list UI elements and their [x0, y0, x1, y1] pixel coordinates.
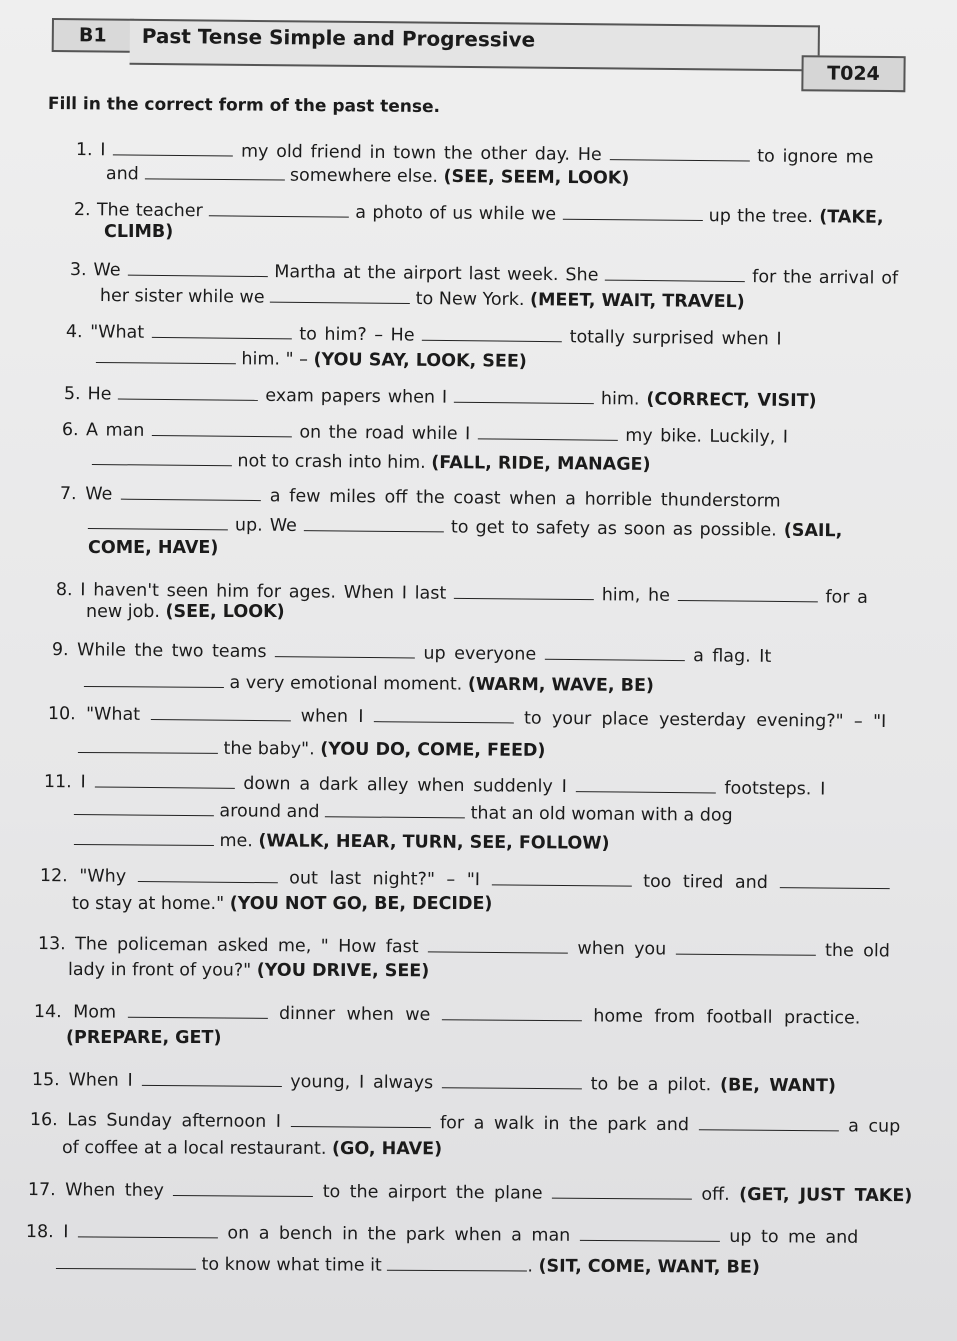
sentence-text: 17. When they: [27, 1180, 174, 1202]
sentence-text: the old: [815, 940, 890, 962]
answer-blank[interactable]: [562, 205, 702, 221]
answer-blank[interactable]: [478, 424, 618, 440]
exercise-line-q4b: [96, 348, 527, 371]
answer-blank[interactable]: [127, 1003, 267, 1019]
sentence-text: up to me and: [719, 1226, 859, 1248]
answer-blank[interactable]: [127, 261, 267, 277]
sentence-text: 9. While the two teams: [51, 640, 276, 663]
answer-blank[interactable]: [387, 1256, 527, 1272]
verb-hint: (YOU DRIVE, SEE): [256, 960, 430, 982]
sentence-text: too tired and: [631, 871, 780, 894]
sentence-text: to the airport the plane: [313, 1181, 553, 1204]
sentence-text: 5. He: [63, 384, 119, 405]
exercise-line-q14a: [34, 1002, 861, 1028]
sentence-text: 7. We: [59, 484, 122, 505]
worksheet-code: T024: [801, 55, 905, 92]
sentence-text: to be a pilot.: [581, 1074, 721, 1096]
sentence-text: a cup: [838, 1116, 901, 1137]
verb-hint: (GET, JUST TAKE): [739, 1184, 913, 1207]
answer-blank[interactable]: [209, 201, 349, 217]
answer-blank[interactable]: [442, 1005, 582, 1021]
instruction: Fill in the correct form of the past tense.: [47, 94, 441, 118]
sentence-text: the baby".: [217, 738, 321, 760]
answer-blank[interactable]: [605, 266, 745, 282]
verb-hint: (YOU DO, COME, FEED): [320, 739, 546, 761]
answer-blank[interactable]: [138, 867, 278, 883]
verb-hint: (YOU SAY, LOOK, SEE): [313, 349, 527, 372]
answer-blank[interactable]: [56, 1254, 196, 1270]
exercise-line-q11b: [74, 800, 733, 825]
answer-blank[interactable]: [152, 421, 292, 437]
sentence-text: him. " –: [235, 349, 314, 370]
answer-blank[interactable]: [88, 514, 228, 530]
verb-hint: (FALL, RIDE, MANAGE): [431, 452, 651, 475]
exercise-line-q12b: [72, 896, 492, 914]
answer-blank[interactable]: [576, 777, 716, 793]
verb-hint: COME, HAVE): [88, 538, 219, 558]
answer-blank[interactable]: [454, 584, 594, 600]
sentence-text: to ignore me: [749, 146, 874, 168]
sentence-text: somewhere else.: [284, 165, 444, 187]
sentence-text: and: [105, 164, 145, 185]
answer-blank[interactable]: [779, 873, 889, 889]
answer-blank[interactable]: [74, 800, 214, 816]
exercise-line-q14b: [66, 1030, 221, 1048]
answer-blank[interactable]: [275, 642, 415, 658]
sentence-text: up the tree.: [702, 206, 820, 228]
sentence-text: 14. Mom: [33, 1002, 128, 1023]
answer-blank[interactable]: [304, 516, 444, 532]
answer-blank[interactable]: [676, 940, 816, 956]
answer-blank[interactable]: [173, 1181, 313, 1197]
sentence-text: young, I always: [281, 1071, 442, 1094]
answer-blank[interactable]: [374, 707, 514, 723]
verb-hint: (WALK, HEAR, TURN, SEE, FOLLOW): [258, 831, 610, 854]
sentence-text: 8. I haven't seen him for ages. When I last: [55, 580, 455, 604]
verb-hint: (YOU NOT GO, BE, DECIDE): [229, 894, 493, 914]
sentence-text: exam papers when I: [258, 385, 455, 408]
sentence-text: for a walk in the park and: [430, 1113, 699, 1136]
verb-hint: (SAIL,: [783, 520, 843, 542]
sentence-text: to your place yesterday evening?" – "I: [513, 708, 887, 733]
sentence-text: on the road while I: [291, 422, 478, 445]
sentence-text: to get to safety as soon as possible.: [443, 517, 784, 541]
exercise-line-q15: [32, 1070, 836, 1096]
answer-blank[interactable]: [580, 1226, 720, 1242]
exercise-line-q10b: [78, 738, 546, 760]
sentence-text: 2. The teacher: [73, 200, 210, 222]
sentence-text: down a dark alley when suddenly I: [234, 773, 576, 798]
sentence-text: my bike. Luckily, I: [617, 425, 789, 448]
sentence-text: new job.: [86, 602, 166, 622]
sentence-text: not to crash into him.: [231, 451, 432, 473]
answer-blank[interactable]: [84, 672, 224, 688]
exercise-line-q9a: [52, 640, 772, 666]
sentence-text: a flag. It: [684, 646, 772, 667]
answer-blank[interactable]: [150, 705, 290, 721]
verb-hint: (CORRECT, VISIT): [646, 389, 817, 412]
answer-blank[interactable]: [270, 288, 410, 304]
exercise-line-q17: [28, 1180, 913, 1206]
exercise-line-q1a: [76, 140, 874, 167]
sentence-text: on a bench in the park when a man: [217, 1223, 580, 1246]
exercise-line-q16b: [62, 1140, 442, 1159]
answer-blank[interactable]: [113, 140, 233, 156]
sentence-text: dinner when we: [267, 1003, 442, 1026]
sentence-text: 10. "What: [47, 704, 151, 725]
sentence-text: to know what time it: [195, 1254, 388, 1276]
answer-blank[interactable]: [428, 937, 568, 953]
exercise-line-q9b: [84, 672, 654, 695]
verb-hint: (SIT, COME, WANT, BE): [538, 1256, 760, 1278]
level-badge: B1: [52, 18, 134, 53]
sentence-text: footsteps. I: [715, 778, 826, 800]
exercise-line-q13b: [68, 962, 429, 981]
sentence-text: to him? – He: [291, 324, 423, 346]
answer-blank[interactable]: [78, 1222, 218, 1238]
sentence-text: for the arrival of: [745, 267, 899, 289]
verb-hint: (BE, WANT): [719, 1075, 836, 1097]
exercise-line-q10a: [48, 704, 887, 732]
sentence-text: out last night?" – "I: [277, 868, 492, 891]
verb-hint: (PREPARE, GET): [66, 1028, 222, 1048]
exercise-line-q12a: [40, 866, 890, 894]
exercise-line-q16a: [30, 1110, 900, 1136]
sentence-text: 18. I: [25, 1222, 78, 1243]
sentence-text: to New York.: [409, 288, 531, 311]
sentence-text: up. We: [227, 515, 304, 537]
exercise-line-q2a: [74, 200, 884, 227]
verb-hint: CLIMB): [104, 222, 174, 242]
answer-blank[interactable]: [144, 164, 284, 180]
sentence-text: 3. We: [69, 260, 128, 281]
sentence-text: when I: [290, 706, 374, 728]
exercise-line-q5: [64, 384, 817, 411]
sentence-text: when you: [567, 938, 676, 960]
answer-blank[interactable]: [678, 586, 818, 602]
exercise-line-q6b: [92, 450, 651, 474]
verb-hint: (MEET, WAIT, TRAVEL): [529, 290, 745, 313]
sentence-text: 13. The policeman asked me, " How fast: [37, 934, 429, 958]
worksheet-header: [51, 18, 902, 84]
answer-blank[interactable]: [325, 802, 465, 818]
answer-blank[interactable]: [422, 326, 562, 342]
answer-blank[interactable]: [118, 385, 258, 401]
exercise-line-q1b: [106, 164, 630, 188]
exercise-line-q7c: [88, 540, 218, 558]
sentence-text: totally surprised when I: [561, 327, 782, 350]
answer-blank[interactable]: [142, 1071, 282, 1087]
sentence-text: up everyone: [414, 643, 545, 665]
sentence-text: a few miles off the coast when a horrible thunderstorm: [260, 486, 781, 512]
exercise-line-q18a: [26, 1222, 859, 1247]
sentence-text: around and: [213, 801, 326, 823]
sentence-text: lady in front of you?": [67, 960, 257, 981]
verb-hint: (GO, HAVE): [331, 1138, 443, 1160]
verb-hint: (SEE, LOOK): [165, 602, 285, 622]
exercise-line-q18b: [56, 1254, 760, 1277]
answer-blank[interactable]: [121, 485, 261, 501]
verb-hint: (WARM, WAVE, BE): [467, 674, 655, 696]
exercise-line-q2b: [104, 224, 173, 242]
answer-blank[interactable]: [78, 738, 218, 754]
worksheet-title: Past Tense Simple and Progressive: [130, 19, 820, 72]
answer-blank[interactable]: [290, 1112, 430, 1128]
sentence-text: Martha at the airport last week. She: [267, 262, 606, 286]
sentence-text: 11. I: [43, 772, 95, 793]
exercise-line-q7a: [60, 484, 781, 511]
sentence-text: my old friend in town the other day. He: [233, 141, 610, 166]
sentence-text: .: [527, 1256, 539, 1277]
verb-hint: (SEE, SEEM, LOOK): [443, 166, 630, 189]
sentence-text: to stay at home.": [72, 894, 230, 914]
answer-blank[interactable]: [699, 1115, 839, 1131]
answer-blank[interactable]: [545, 645, 685, 661]
exercise-line-q3b: [100, 286, 745, 312]
answer-blank[interactable]: [152, 323, 292, 339]
sentence-text: 4. "What: [65, 322, 152, 343]
exercise-line-q3a: [70, 260, 898, 288]
sentence-text: 16. Las Sunday afternoon I: [29, 1110, 291, 1133]
exercise-line-q6a: [62, 420, 788, 447]
sentence-text: 15. When I: [31, 1070, 142, 1091]
answer-blank[interactable]: [442, 1073, 582, 1089]
exercise-line-q11c: [74, 830, 610, 853]
sentence-text: him.: [593, 389, 647, 410]
exercise-line-q11a: [44, 772, 826, 799]
sentence-text: of coffee at a local restaurant.: [61, 1138, 333, 1159]
sentence-text: a very emotional moment.: [223, 672, 468, 695]
sentence-text: him, he: [593, 585, 678, 606]
sentence-text: a photo of us while we: [348, 202, 563, 225]
answer-blank[interactable]: [92, 450, 232, 466]
answer-blank[interactable]: [492, 870, 632, 886]
exercise-line-q13a: [38, 934, 890, 961]
answer-blank[interactable]: [96, 348, 236, 364]
exercise-line-q8b: [86, 604, 285, 622]
answer-blank[interactable]: [552, 1184, 692, 1200]
exercise-line-q4a: [66, 322, 782, 349]
sentence-text: for a: [817, 587, 869, 608]
sentence-text: her sister while we: [99, 286, 271, 308]
verb-hint: (TAKE,: [819, 207, 884, 228]
answer-blank[interactable]: [609, 145, 749, 161]
sentence-text: that an old woman with a dog: [464, 803, 733, 826]
sentence-text: 12. "Why: [39, 866, 138, 887]
sentence-text: off.: [691, 1184, 740, 1205]
sentence-text: home from football practice.: [581, 1006, 861, 1029]
sentence-text: me.: [213, 830, 259, 852]
sentence-text: 6. A man: [61, 420, 153, 441]
answer-blank[interactable]: [454, 388, 594, 404]
answer-blank[interactable]: [94, 772, 234, 788]
exercise-line-q7b: [88, 514, 843, 541]
sentence-text: 1. I: [75, 140, 114, 161]
answer-blank[interactable]: [74, 830, 214, 846]
